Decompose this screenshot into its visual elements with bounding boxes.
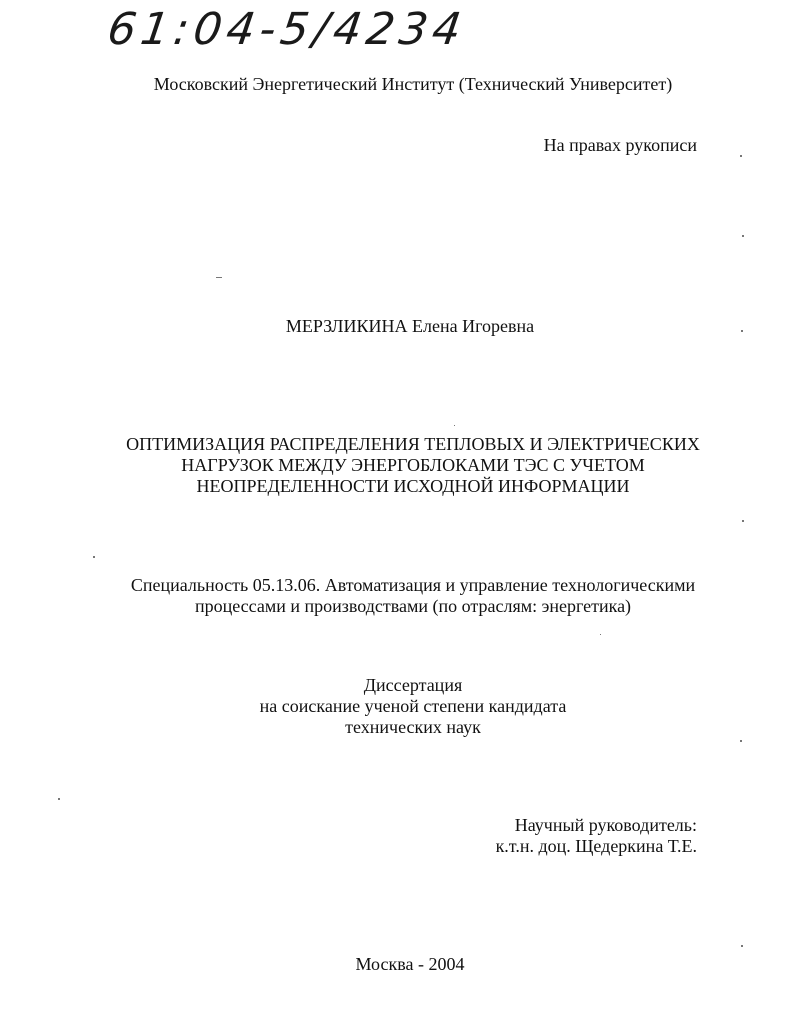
dissertation-line: Диссертация (363, 675, 463, 695)
dissertation-line: на соискание ученой степени кандидата (259, 696, 567, 716)
author-name: МЕРЗЛИКИНА Елена Игоревна (285, 316, 535, 336)
dissertation-line: технических наук (345, 717, 481, 737)
scan-speck (600, 634, 601, 635)
scan-speck (93, 556, 95, 558)
scan-speck (741, 945, 743, 947)
thesis-title-line: НЕОПРЕДЕЛЕННОСТИ ИСХОДНОЙ ИНФОРМАЦИИ (196, 476, 630, 496)
scan-speck (740, 740, 742, 742)
scan-speck (58, 798, 60, 800)
scan-speck (742, 235, 744, 237)
manuscript-rights-note: На правах рукописи (543, 135, 697, 155)
advisor-block (496, 815, 697, 857)
scan-speck (454, 425, 455, 426)
thesis-title (0, 434, 791, 497)
scan-speck (216, 277, 222, 278)
thesis-title-line: НАГРУЗОК МЕЖДУ ЭНЕРГОБЛОКАМИ ТЭС С УЧЕТОМ (181, 455, 645, 475)
scan-speck (741, 330, 743, 332)
city-year: Москва - 2004 (355, 954, 465, 974)
advisor-name: к.т.н. доц. Щедеркина Т.Е. (495, 836, 697, 856)
handwritten-archive-number: 61:04-5/4234 (104, 4, 470, 55)
specialty-line: Специальность 05.13.06. Автоматизация и управление технологическими (130, 575, 696, 595)
specialty-block (0, 575, 791, 617)
advisor-label: Научный руководитель: (514, 815, 697, 835)
thesis-title-line: ОПТИМИЗАЦИЯ РАСПРЕДЕЛЕНИЯ ТЕПЛОВЫХ И ЭЛЕКТРИЧЕСКИХ (126, 434, 700, 454)
specialty-line: процессами и производствами (по отраслям: энергетика) (194, 596, 632, 616)
scan-speck (740, 155, 742, 157)
scan-speck (742, 520, 744, 522)
dissertation-block (0, 675, 791, 738)
institute-name: Московский Энергетический Институт (Технический Университет) (153, 74, 673, 94)
